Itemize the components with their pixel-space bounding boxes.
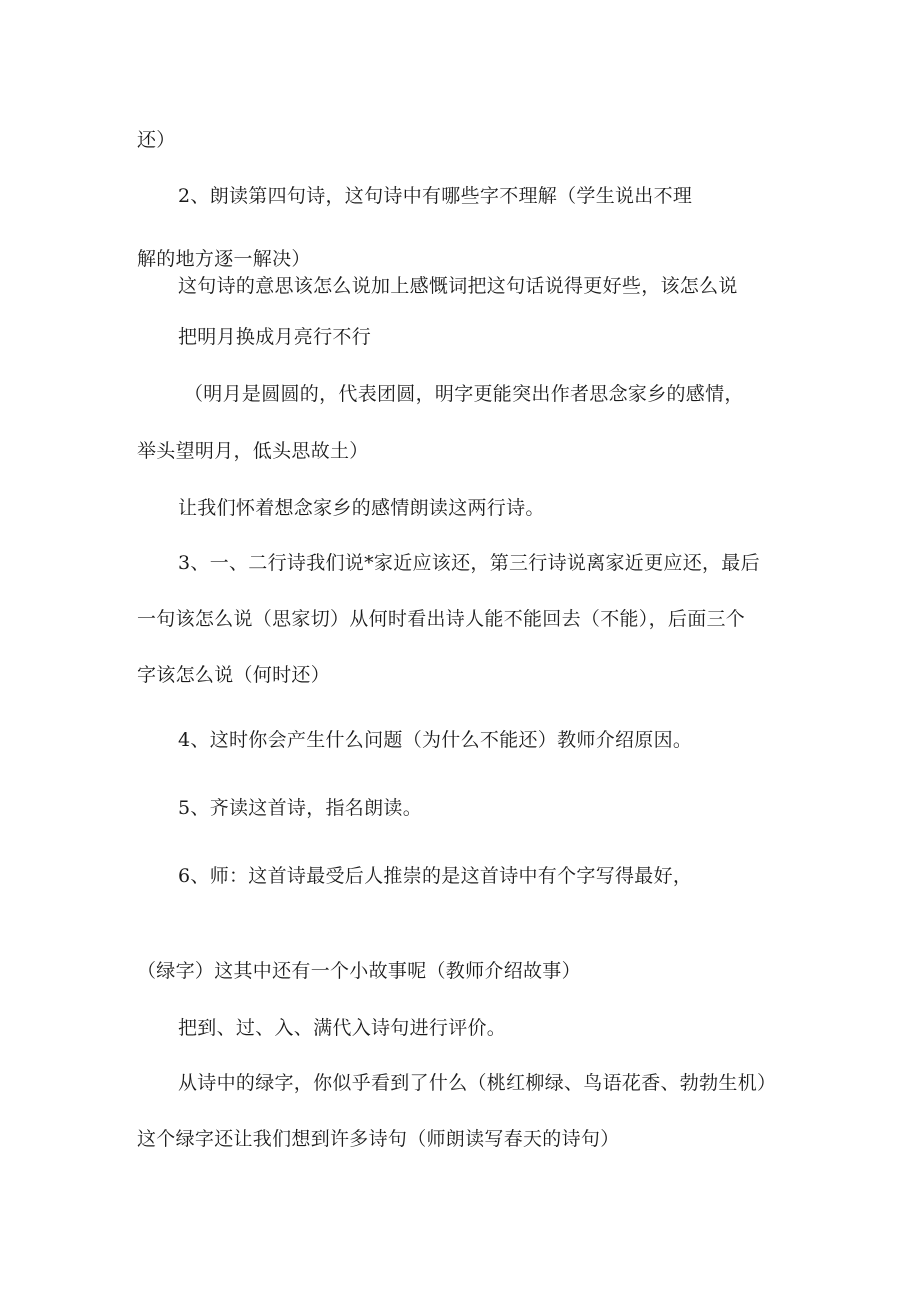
text-line: 把明月换成月亮行不行 bbox=[178, 326, 372, 348]
text-line: 举头望明月，低头思故土） bbox=[137, 440, 369, 462]
text-line: 这句诗的意思该怎么说加上感慨词把这句话说得更好些，该怎么说 bbox=[178, 275, 738, 297]
text-line: 解的地方逐一解决） bbox=[137, 248, 311, 270]
text-line: 这个绿字还让我们想到许多诗句（师朗读写春天的诗句） bbox=[137, 1128, 620, 1150]
text-line: （明月是圆圆的，代表团圆，明字更能突出作者思念家乡的感情， bbox=[184, 383, 744, 405]
text-line: 3、一、二行诗我们说*家近应该还，第三行诗说离家近更应还，最后 bbox=[178, 552, 760, 574]
text-line: 还） bbox=[137, 129, 176, 151]
text-line: 2、朗读第四句诗，这句诗中有哪些字不理解（学生说出不理 bbox=[178, 185, 693, 207]
text-line: 5、齐读这首诗，指名朗读。 bbox=[178, 797, 422, 819]
text-line: 把到、过、入、满代入诗句进行评价。 bbox=[178, 1017, 507, 1039]
text-line: 4、这时你会产生什么问题（为什么不能还）教师介绍原因。 bbox=[178, 729, 693, 751]
text-line: 让我们怀着想念家乡的感情朗读这两行诗。 bbox=[178, 497, 545, 519]
text-line: （绿字）这其中还有一个小故事呢（教师介绍故事） bbox=[137, 960, 581, 982]
text-line: 6、师：这首诗最受后人推崇的是这首诗中有个字写得最好， bbox=[178, 865, 693, 887]
text-line: 一句该怎么说（思家切）从何时看出诗人能不能回去（不能），后面三个 bbox=[137, 608, 746, 630]
text-line: 字该怎么说（何时还） bbox=[137, 664, 331, 686]
text-line: 从诗中的绿字，你似乎看到了什么（桃红柳绿、鸟语花香、勃勃生机） bbox=[178, 1072, 777, 1094]
